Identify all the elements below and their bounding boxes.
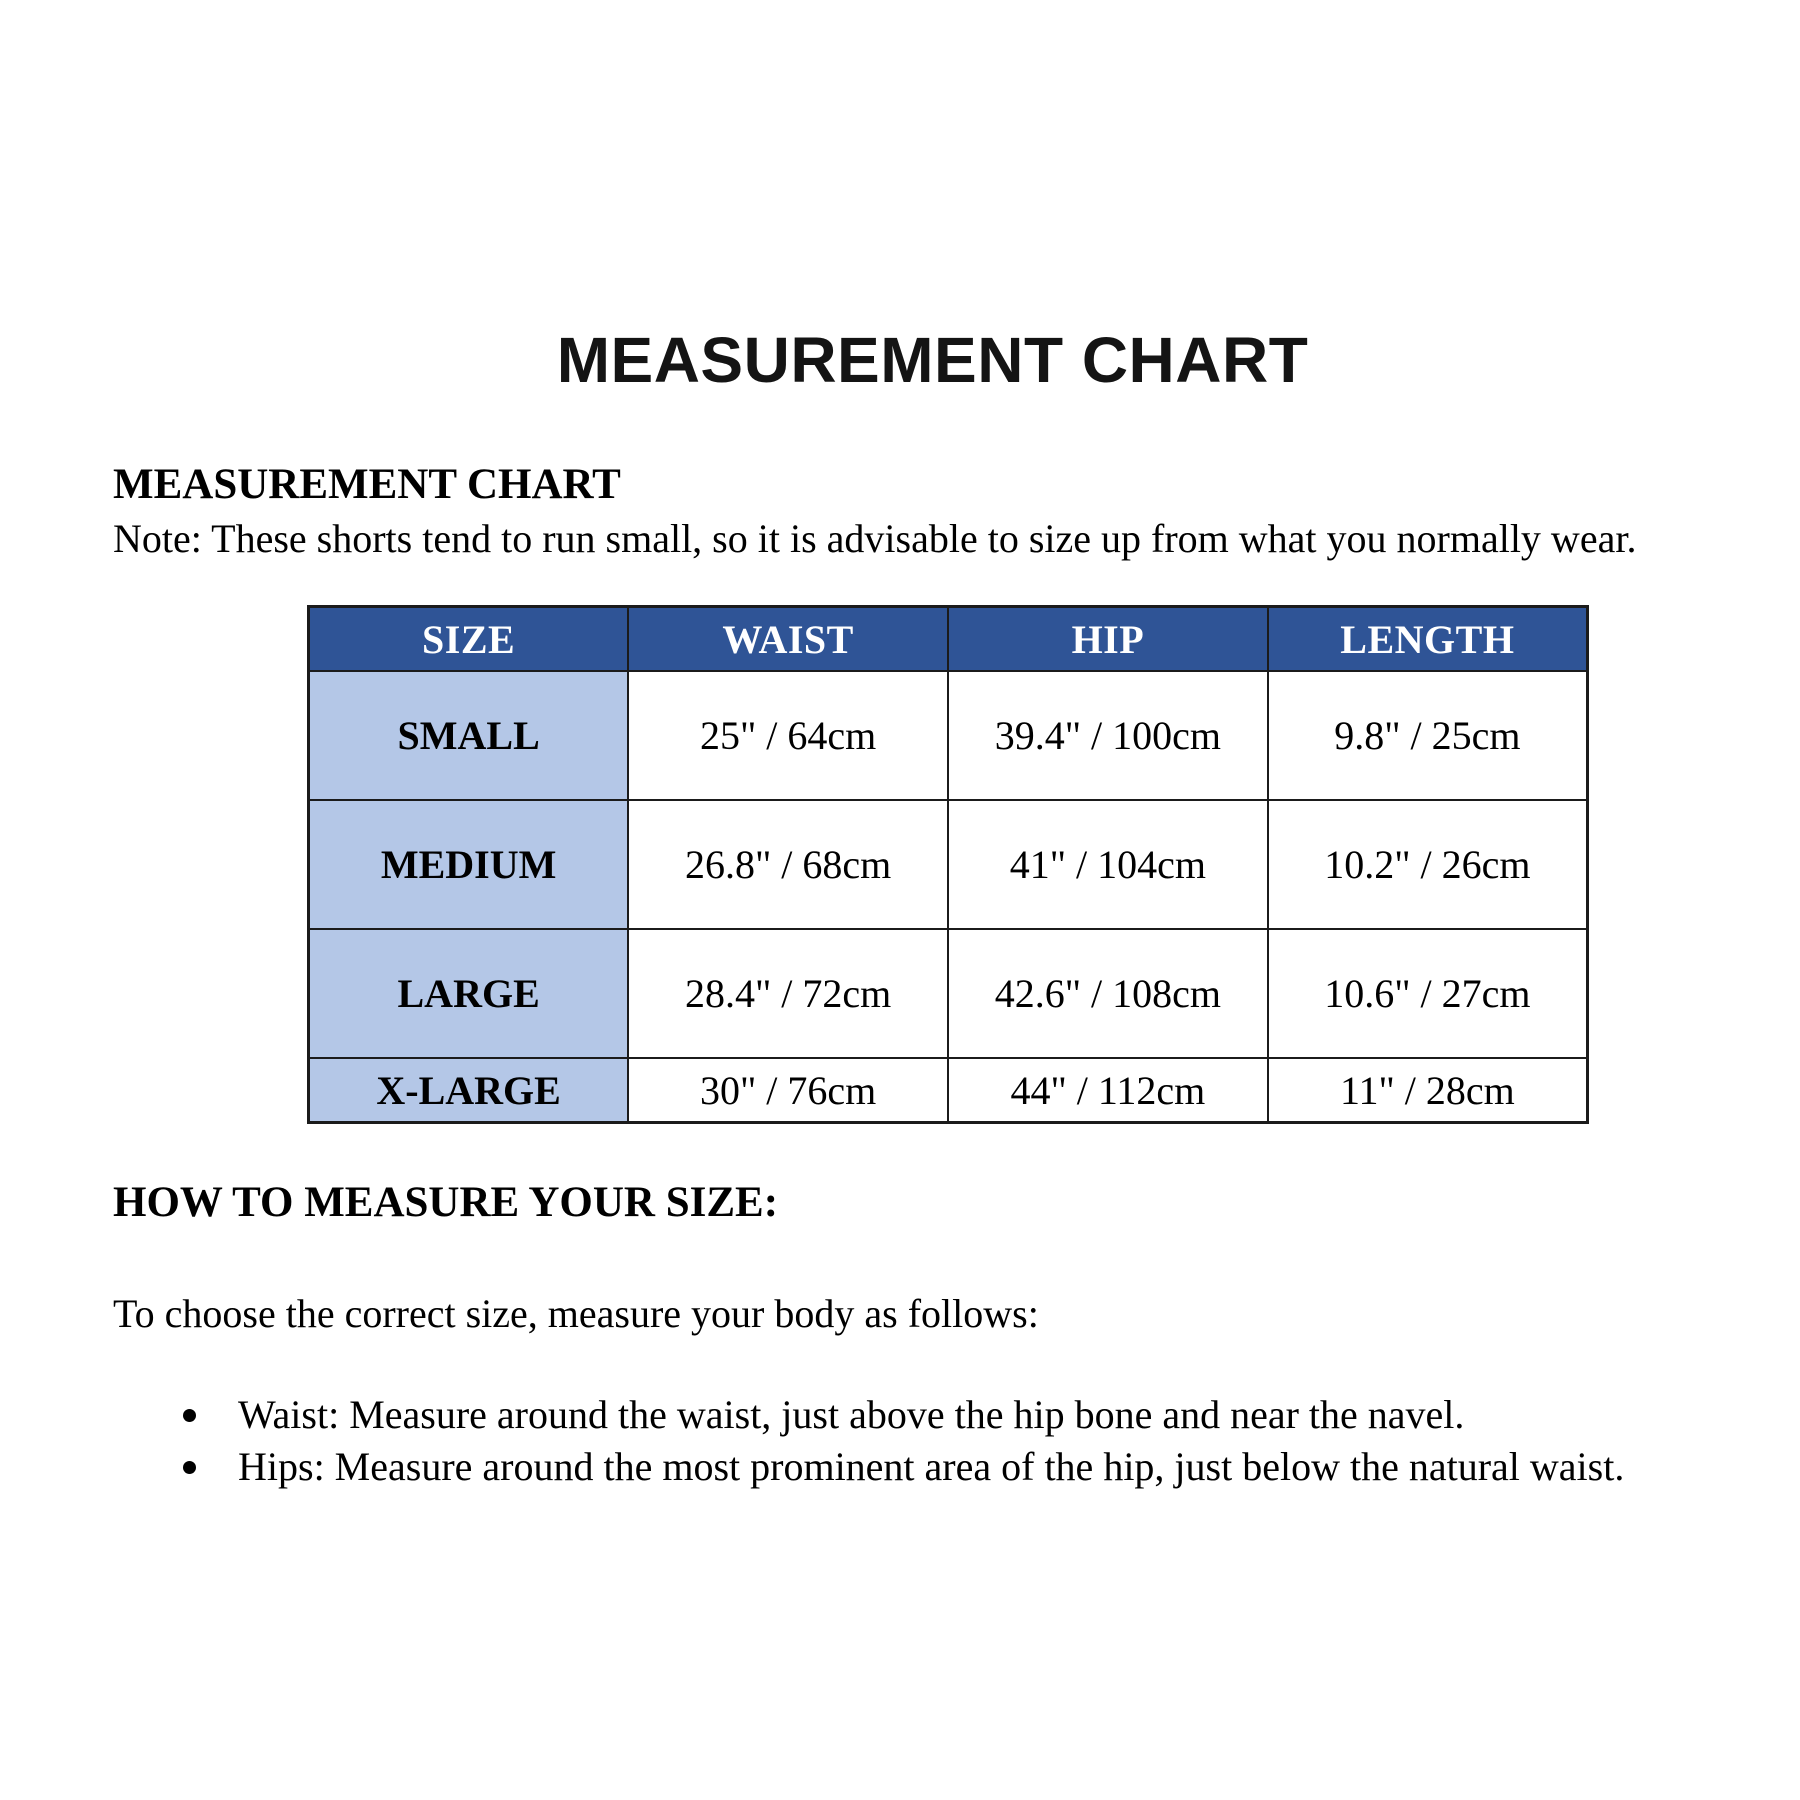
list-item-hips	[113, 1442, 1752, 1492]
length-value-cell: 9.8" / 25cm	[1268, 671, 1588, 800]
col-header-size: SIZE	[309, 607, 629, 671]
table-row-medium	[309, 800, 1588, 929]
col-header-waist: WAIST	[628, 607, 948, 671]
size-label-cell: LARGE	[309, 929, 629, 1058]
table-header-row	[309, 607, 1588, 671]
size-label-cell: SMALL	[309, 671, 629, 800]
how-to-intro-text: To choose the correct size, measure your body as follows:	[113, 1290, 1039, 1336]
measurement-table	[307, 605, 1589, 1124]
size-label-cell: X-LARGE	[309, 1058, 629, 1123]
table-row-xlarge	[309, 1058, 1588, 1123]
length-value-cell: 10.6" / 27cm	[1268, 929, 1588, 1058]
measure-instructions-list	[113, 1390, 1752, 1492]
list-item-waist	[113, 1390, 1752, 1440]
waist-value-cell: 28.4" / 72cm	[628, 929, 948, 1058]
how-to-measure-heading: HOW TO MEASURE YOUR SIZE:	[113, 1179, 779, 1227]
hip-value-cell: 41" / 104cm	[948, 800, 1268, 929]
hip-value-cell: 42.6" / 108cm	[948, 929, 1268, 1058]
page-title: MEASUREMENT CHART	[556, 324, 1309, 396]
waist-value-cell: 25" / 64cm	[628, 671, 948, 800]
sizing-note: Note: These shorts tend to run small, so it is advisable to size up from what you normally wear.	[113, 516, 1637, 562]
waist-value-cell: 26.8" / 68cm	[628, 800, 948, 929]
length-value-cell: 10.2" / 26cm	[1268, 800, 1588, 929]
table-row-large	[309, 929, 1588, 1058]
bullet-dot	[183, 1461, 196, 1474]
hip-value-cell: 39.4" / 100cm	[948, 671, 1268, 800]
size-label-cell: MEDIUM	[309, 800, 629, 929]
col-header-hip: HIP	[948, 607, 1268, 671]
hip-value-cell: 44" / 112cm	[948, 1058, 1268, 1123]
length-value-cell: 11" / 28cm	[1268, 1058, 1588, 1123]
section-title: MEASUREMENT CHART	[113, 461, 621, 508]
bullet-dot	[183, 1409, 196, 1422]
list-item-text: Waist: Measure around the waist, just above the hip bone and near the navel.	[238, 1391, 1465, 1437]
col-header-length: LENGTH	[1268, 607, 1588, 671]
list-item-text: Hips: Measure around the most prominent area of the hip, just below the natural waist.	[238, 1443, 1625, 1489]
table-row-small	[309, 671, 1588, 800]
waist-value-cell: 30" / 76cm	[628, 1058, 948, 1123]
